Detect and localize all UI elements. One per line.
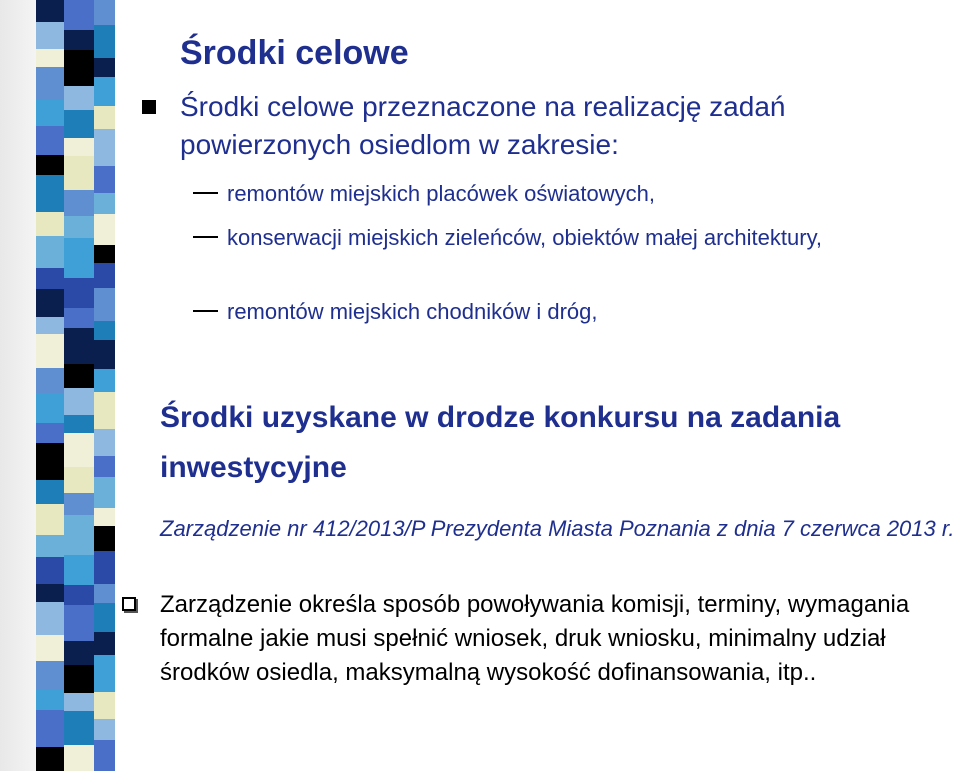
stripe-cell: [94, 477, 115, 508]
stripe-cell: [64, 0, 94, 30]
stripe-cell: [36, 480, 64, 504]
regulation-reference: Zarządzenie nr 412/2013/P Prezydenta Miasta Poznania z dnia 7 czerwca 2013 r.: [160, 516, 955, 541]
stripe-cell: [64, 415, 94, 433]
stripe-cell: [94, 129, 115, 166]
stripe-cell: [36, 236, 64, 267]
stripe-cell: [94, 321, 115, 340]
stripe-cell: [36, 317, 64, 335]
stripe-cell: [36, 289, 64, 317]
stripe-cell: [64, 156, 94, 190]
stripe-cell: [36, 67, 64, 100]
stripe-cell: [64, 711, 94, 745]
stripe-cell: [36, 368, 64, 394]
stripe-column-b: [64, 0, 94, 771]
dash-bullet-icon: [193, 192, 218, 194]
stripe-cell: [94, 526, 115, 551]
stripe-cell: [36, 0, 64, 22]
stripe-cell: [64, 388, 94, 416]
stripe-cell: [94, 0, 115, 25]
stripe-cell: [94, 340, 115, 369]
stripe-cell: [64, 493, 94, 515]
stripe-cell: [36, 635, 64, 661]
stripe-cell: [36, 602, 64, 635]
stripe-cell: [94, 369, 115, 392]
stripe-cell: [94, 584, 115, 603]
stripe-cell: [36, 393, 64, 423]
stripe-cell: [94, 740, 115, 771]
stripe-cell: [36, 155, 64, 175]
stripe-cell: [94, 719, 115, 740]
stripe-cell: [64, 308, 94, 328]
stripe-cell: [94, 193, 115, 214]
stripe-cell: [64, 328, 94, 364]
stripe-cell: [94, 692, 115, 719]
stripe-cell: [36, 557, 64, 585]
stripe-cell: [64, 605, 94, 641]
stripe-cell: [94, 166, 115, 193]
stripe-cell: [64, 433, 94, 467]
stripe-cell: [36, 747, 64, 771]
stripe-cell: [94, 632, 115, 655]
section-heading: Środki uzyskane w drodze konkursu na zadania inwestycyjne: [160, 401, 841, 484]
stripe-cell: [36, 710, 64, 747]
stripe-cell: [64, 364, 94, 388]
stripe-cell: [94, 603, 115, 632]
stripe-cell: [64, 641, 94, 665]
dash-bullet-icon: [193, 236, 218, 238]
stripe-cell: [36, 661, 64, 691]
stripe-cell: [64, 138, 94, 156]
stripe-cell: [64, 86, 94, 110]
stripe-cell: [94, 508, 115, 525]
stripe-cell: [94, 456, 115, 477]
stripe-cell: [94, 245, 115, 262]
stripe-cell: [36, 49, 64, 67]
stripe-cell: [36, 268, 64, 290]
stripe-cell: [94, 551, 115, 584]
regulation-description: Zarządzenie określa sposób powoływania komisji, terminy, wymagania formalne jakie musi spełnić wniosek, druk wniosku, minimalny udział środków osiedla, maksymalną wysokość dofinansowania, itp..: [160, 591, 910, 686]
stripe-cell: [64, 515, 94, 555]
square-bullet-icon: [142, 100, 156, 114]
stripe-cell: [64, 50, 94, 86]
stripe-cell: [64, 110, 94, 138]
stripe-cell: [64, 30, 94, 50]
stripe-cell: [94, 429, 115, 456]
sub-item-3: remontów miejskich chodników i dróg,: [227, 299, 598, 324]
stripe-cell: [36, 423, 64, 443]
slide-title: Środki celowe: [180, 34, 409, 72]
stripe-cell: [64, 665, 94, 693]
stripe-cell: [64, 467, 94, 493]
dash-bullet-icon: [193, 310, 218, 312]
stripe-cell: [94, 263, 115, 288]
stripe-cell: [64, 190, 94, 216]
stripe-cell: [36, 22, 64, 50]
stripe-cell: [36, 584, 64, 602]
stripe-cell: [36, 504, 64, 535]
stripe-cell: [36, 443, 64, 480]
stripe-cell: [64, 745, 94, 771]
decorative-stripe-band: [0, 0, 115, 771]
stripe-cell: [36, 535, 64, 557]
stripe-shadow: [0, 0, 36, 771]
sub-item-2: konserwacji miejskich zieleńców, obiektów małej architektury,: [227, 225, 823, 250]
stripe-cell: [36, 334, 64, 367]
stripe-cell: [64, 216, 94, 238]
stripe-cell: [64, 555, 94, 585]
stripe-cell: [64, 278, 94, 308]
stripe-cell: [94, 25, 115, 58]
checkbox-bullet-icon: [122, 597, 136, 611]
stripe-column-a: [36, 0, 64, 771]
stripe-cell: [94, 392, 115, 429]
stripe-cell: [94, 214, 115, 245]
stripe-cell: [94, 655, 115, 692]
stripe-cell: [36, 212, 64, 236]
sub-item-1: remontów miejskich placówek oświatowych,: [227, 181, 655, 206]
stripe-cell: [36, 175, 64, 212]
stripe-cell: [64, 238, 94, 278]
stripe-cell: [94, 58, 115, 77]
stripe-column-c: [94, 0, 115, 771]
stripe-cell: [36, 126, 64, 156]
stripe-cell: [94, 106, 115, 129]
stripe-cell: [36, 100, 64, 126]
stripe-cell: [64, 585, 94, 605]
stripe-cell: [64, 693, 94, 711]
bullet-main-text: Środki celowe przeznaczone na realizację zadań powierzonych osiedlom w zakresie:: [180, 91, 786, 160]
stripe-cell: [36, 690, 64, 710]
stripe-cell: [94, 77, 115, 106]
stripe-cell: [94, 288, 115, 321]
